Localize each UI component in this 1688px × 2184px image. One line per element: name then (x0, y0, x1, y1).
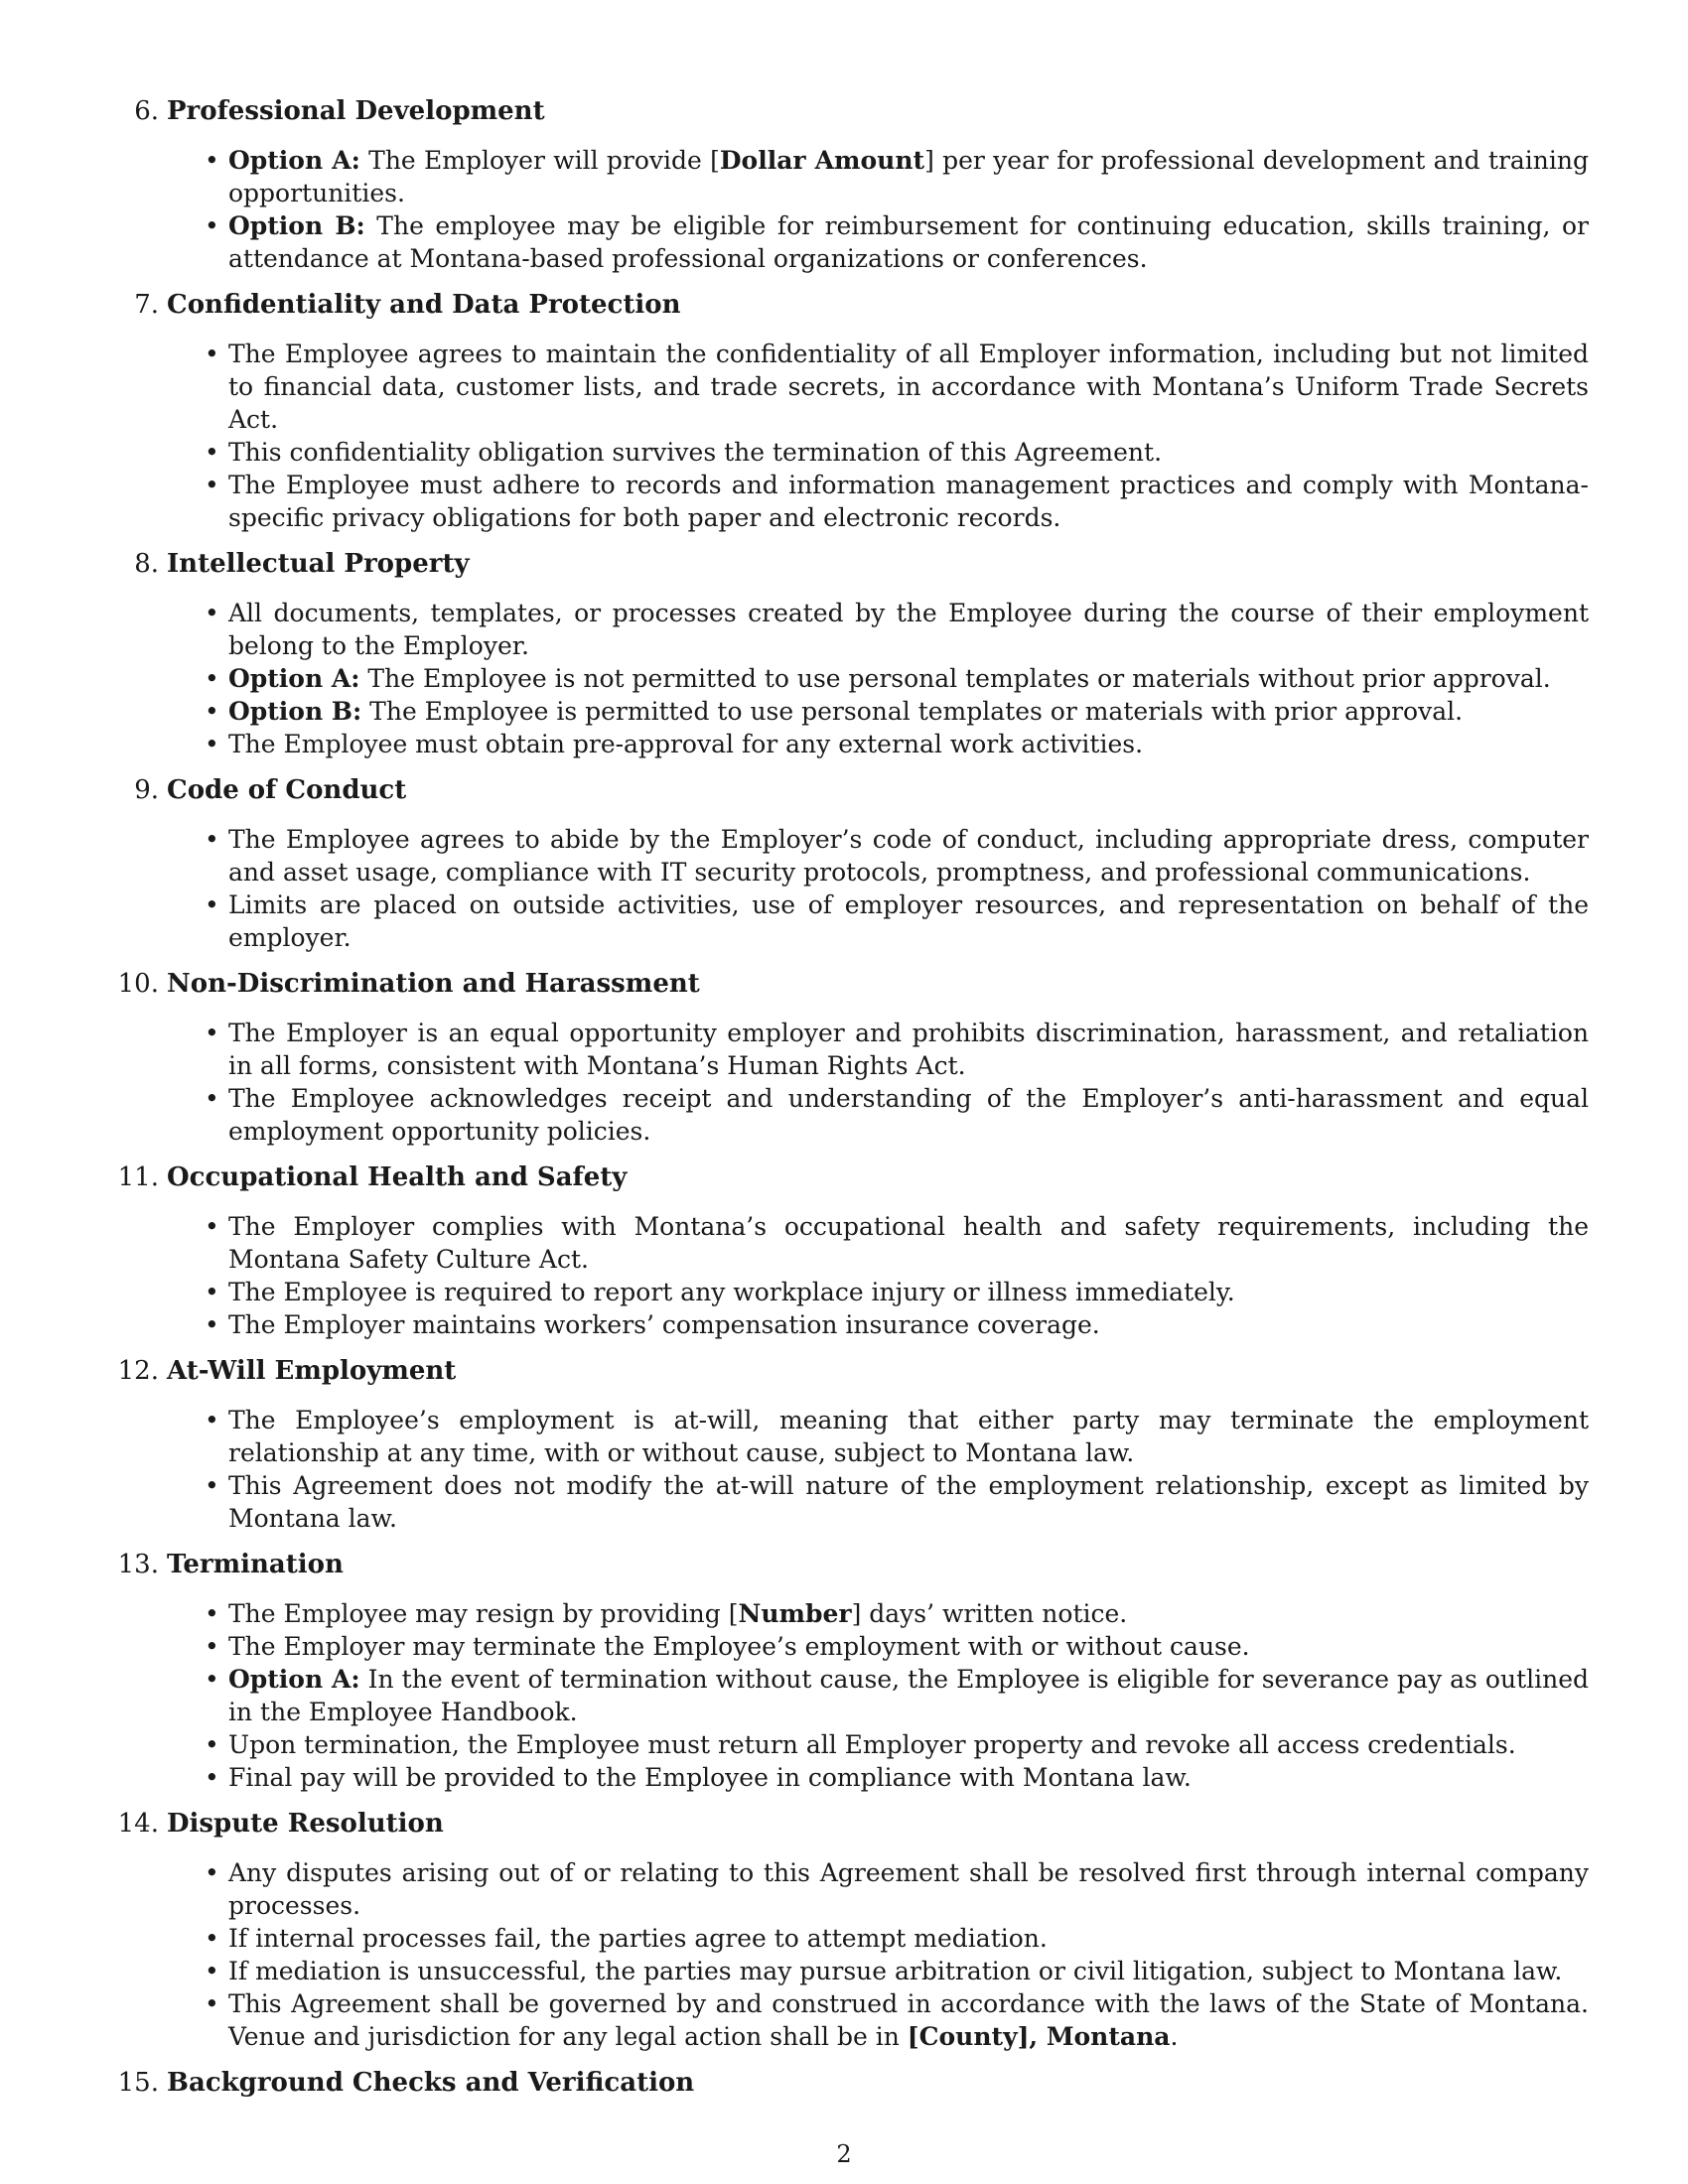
list-item: • The Employee agrees to maintain the confidentiality of all Employer information, including but not limited to financial data, customer lists, and trade secrets, in accordance with Montana’s Uniform Trade Secrets Act. (228, 338, 1589, 436)
item-text: . (1170, 2022, 1179, 2051)
section-number: 12. (117, 1356, 159, 1386)
list-item: • If internal processes fail, the parties agree to attempt mediation. (228, 1922, 1589, 1955)
section-number: 10. (117, 969, 159, 999)
section-heading (129, 774, 1589, 807)
list-item: • Limits are placed on outside activities, use of employer resources, and representation on behalf of the employer. (228, 888, 1589, 954)
page-number: 2 (836, 2140, 852, 2168)
list-item: • The Employer is an equal opportunity employer and prohibits discrimination, harassment, and retaliation in all forms, consistent with Montana’s Human Rights Act. (228, 1017, 1589, 1082)
list-item: • The Employee must obtain pre-approval for any external work activities. (228, 728, 1589, 760)
list-item (228, 1987, 1589, 2053)
section-number: 13. (117, 1550, 159, 1579)
section-code-of-conduct (129, 774, 1589, 954)
section-health-safety (117, 1161, 1589, 1341)
section-at-will (117, 1355, 1589, 1535)
list-item: • If mediation is unsuccessful, the parties may pursue arbitration or civil litigation, subject to Montana law. (228, 1955, 1589, 1987)
option-label: Option B: (228, 211, 365, 240)
list-item: • This confidentiality obligation survives the termination of this Agreement. (228, 436, 1589, 469)
section-title: Occupational Health and Safety (167, 1162, 628, 1192)
section-heading (129, 548, 1589, 581)
section-heading (117, 1808, 1589, 1841)
bracket: [ (728, 1599, 739, 1628)
list-item (228, 144, 1589, 209)
section-heading (129, 289, 1589, 322)
section-number: 9. (134, 775, 159, 805)
section-background-checks (117, 2067, 1589, 2100)
item-text: The Employee may resign by providing (228, 1599, 729, 1628)
section-title: Intellectual Property (167, 549, 470, 579)
section-non-discrimination (117, 968, 1589, 1148)
section-confidentiality (129, 289, 1589, 534)
list-item: • The Employee’s employment is at-will, meaning that either party may terminate the employment relationship at any time, with or without cause, subject to Montana law. (228, 1404, 1589, 1469)
section-number: 14. (117, 1809, 159, 1839)
item-text: In the event of termination without cause, the Employee is eligible for severance pay as outlined in the Employee Handbook. (228, 1665, 1590, 1726)
section-title: Confidentiality and Data Protection (167, 290, 681, 320)
section-number: 15. (117, 2068, 159, 2098)
item-text: The Employer will provide (359, 146, 711, 175)
list-item: • The Employer may terminate the Employee’s employment with or without cause. (228, 1630, 1589, 1663)
list-item: • This Agreement does not modify the at-will nature of the employment relationship, except as limited by Montana law. (228, 1469, 1589, 1535)
list-item: • The Employer complies with Montana’s occupational health and safety requirements, including the Montana Safety Culture Act. (228, 1210, 1589, 1276)
list-item: • The Employee agrees to abide by the Employer’s code of conduct, including appropriate dress, computer and asset usage, compliance with IT security protocols, promptness, and professional communications. (228, 823, 1589, 888)
section-title: At-Will Employment (167, 1356, 457, 1386)
list-item (228, 1663, 1589, 1728)
section-number: 8. (134, 549, 159, 579)
item-text: The Employee is not permitted to use personal templates or materials without prior approval. (359, 664, 1551, 693)
section-number: 11. (117, 1162, 159, 1192)
section-heading (117, 2067, 1589, 2100)
list-item (228, 695, 1589, 728)
section-intellectual-property (129, 548, 1589, 760)
section-number: 6. (134, 96, 159, 126)
document-page (117, 95, 1590, 2116)
section-heading (117, 1549, 1589, 1581)
list-item (228, 209, 1589, 275)
section-title: Dispute Resolution (167, 1809, 444, 1839)
item-text: This Agreement shall be governed by and construed in accordance with the laws of the State of Montana. Venue and jurisdiction for any legal action shall be in (228, 1989, 1589, 2051)
section-heading (129, 95, 1589, 128)
section-title: Non-Discrimination and Harassment (167, 969, 700, 999)
placeholder-number: Number (738, 1599, 852, 1628)
option-label: Option A: (228, 664, 360, 693)
item-text: ] per year for professional development and training opportunities. (228, 146, 1589, 207)
section-heading (117, 1355, 1589, 1388)
list-item: • Final pay will be provided to the Employee in compliance with Montana law. (228, 1761, 1589, 1794)
placeholder-dollar-amount: Dollar Amount (719, 146, 925, 175)
item-text: The employee may be eligible for reimbursement for continuing education, skills training, or attendance at Montana-based professional organizations or conferences. (228, 211, 1590, 273)
section-heading (117, 968, 1589, 1001)
list-item: • The Employee is required to report any workplace injury or illness immediately. (228, 1276, 1589, 1308)
option-label: Option A: (228, 146, 360, 175)
list-item: • The Employee acknowledges receipt and understanding of the Employer’s anti-harassment and equal employment opportunity policies. (228, 1082, 1589, 1148)
list-item: • All documents, templates, or processes created by the Employee during the course of their employment belong to the Employer. (228, 597, 1589, 662)
item-text: ] days’ written notice. (851, 1599, 1128, 1628)
section-title: Background Checks and Verification (167, 2068, 695, 2098)
list-item: • Upon termination, the Employee must return all Employer property and revoke all access credentials. (228, 1728, 1589, 1761)
option-label: Option A: (228, 1665, 360, 1694)
section-professional-development (129, 95, 1589, 275)
list-item (228, 1597, 1589, 1630)
list-item: • The Employer maintains workers’ compensation insurance coverage. (228, 1308, 1589, 1341)
placeholder-county: [County], Montana (907, 2022, 1171, 2051)
item-text: The Employee is permitted to use personal templates or materials with prior approval. (361, 697, 1464, 726)
list-item: • The Employee must adhere to records and information management practices and comply with Montana-specific privacy obligations for both paper and electronic records. (228, 469, 1589, 534)
section-termination (117, 1549, 1590, 1794)
section-title: Termination (167, 1550, 344, 1579)
list-item (228, 662, 1589, 695)
section-number: 7. (134, 290, 159, 320)
section-title: Professional Development (167, 96, 545, 126)
option-label: Option B: (228, 697, 362, 726)
section-heading (117, 1161, 1589, 1194)
list-item: • Any disputes arising out of or relating to this Agreement shall be resolved first through internal company processes. (228, 1856, 1589, 1922)
section-title: Code of Conduct (167, 775, 407, 805)
bracket: [ (710, 146, 720, 175)
section-dispute-resolution (117, 1808, 1589, 2053)
